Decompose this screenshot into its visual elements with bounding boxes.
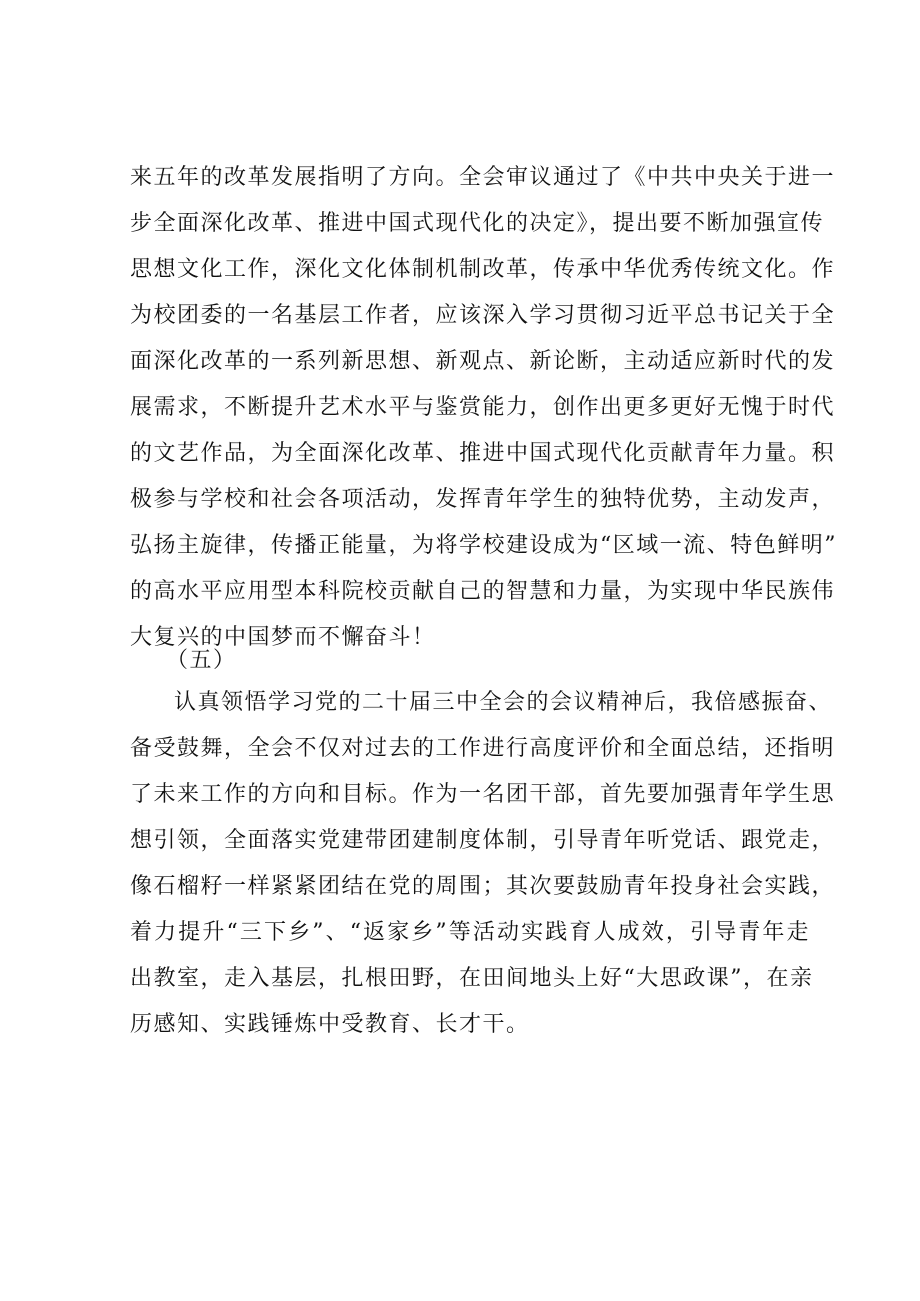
paragraph-line: 面深化改革的一系列新思想、新观点、新论断，主动适应新时代的发 — [130, 349, 836, 374]
paragraph-line: 的高水平应用型本科院校贡献自己的智慧和力量，为实现中华民族伟 — [130, 579, 836, 604]
paragraph-line: 步全面深化改革、推进中国式现代化的决定》，提出要不断加强宣传 — [130, 211, 825, 236]
paragraph-line: 认真领悟学习党的二十届三中全会的会议精神后，我倍感振奋、 — [174, 690, 833, 715]
paragraph-line: 像石榴籽一样紧紧团结在党的周围；其次要鼓励青年投身社会实践， — [130, 874, 836, 899]
paragraph-line: 极参与学校和社会各项活动，发挥青年学生的独特优势，主动发声， — [130, 487, 836, 512]
section-heading-block — [130, 638, 810, 684]
paragraph-line: 备受鼓舞，全会不仅对过去的工作进行高度评价和全面总结，还指明 — [130, 736, 836, 761]
paragraph-line: 想引领，全面落实党建带团建制度体制，引导青年听党话、跟党走， — [130, 828, 836, 853]
paragraph-line: 着力提升“三下乡”、“返家乡”等活动实践育人成效，引导青年走 — [130, 920, 810, 945]
paragraph-line: 来五年的改革发展指明了方向。全会审议通过了《中共中央关于进一 — [130, 165, 836, 190]
paragraph-line: 出教室，走入基层，扎根田野，在田间地头上好“大思政课”，在亲 — [130, 966, 814, 991]
paragraph-line: 展需求，不断提升艺术水平与鉴赏能力，创作出更多更好无愧于时代 — [130, 395, 836, 420]
paragraph-line: 为校团委的一名基层工作者，应该深入学习贯彻习近平总书记关于全 — [130, 303, 836, 328]
paragraph-line: 的文艺作品，为全面深化改革、推进中国式现代化贡献青年力量。积 — [130, 441, 836, 466]
section-heading: （五） — [166, 648, 237, 673]
paragraph-line: 弘扬主旋律，传播正能量，为将学校建设成为“区域一流、特色鲜明” — [130, 533, 837, 558]
paragraph-line: 了未来工作的方向和目标。作为一名团干部，首先要加强青年学生思 — [130, 782, 836, 807]
paragraph-line: 历感知、实践锤炼中受教育、长才干。 — [130, 1012, 530, 1037]
paragraph-line: 大复兴的中国梦而不懈奋斗！ — [130, 625, 436, 650]
paragraph-line: 思想文化工作，深化文化体制机制改革，传承中华优秀传统文化。作 — [130, 257, 836, 282]
paragraph-2 — [130, 680, 836, 1048]
paragraph-1 — [130, 155, 837, 661]
